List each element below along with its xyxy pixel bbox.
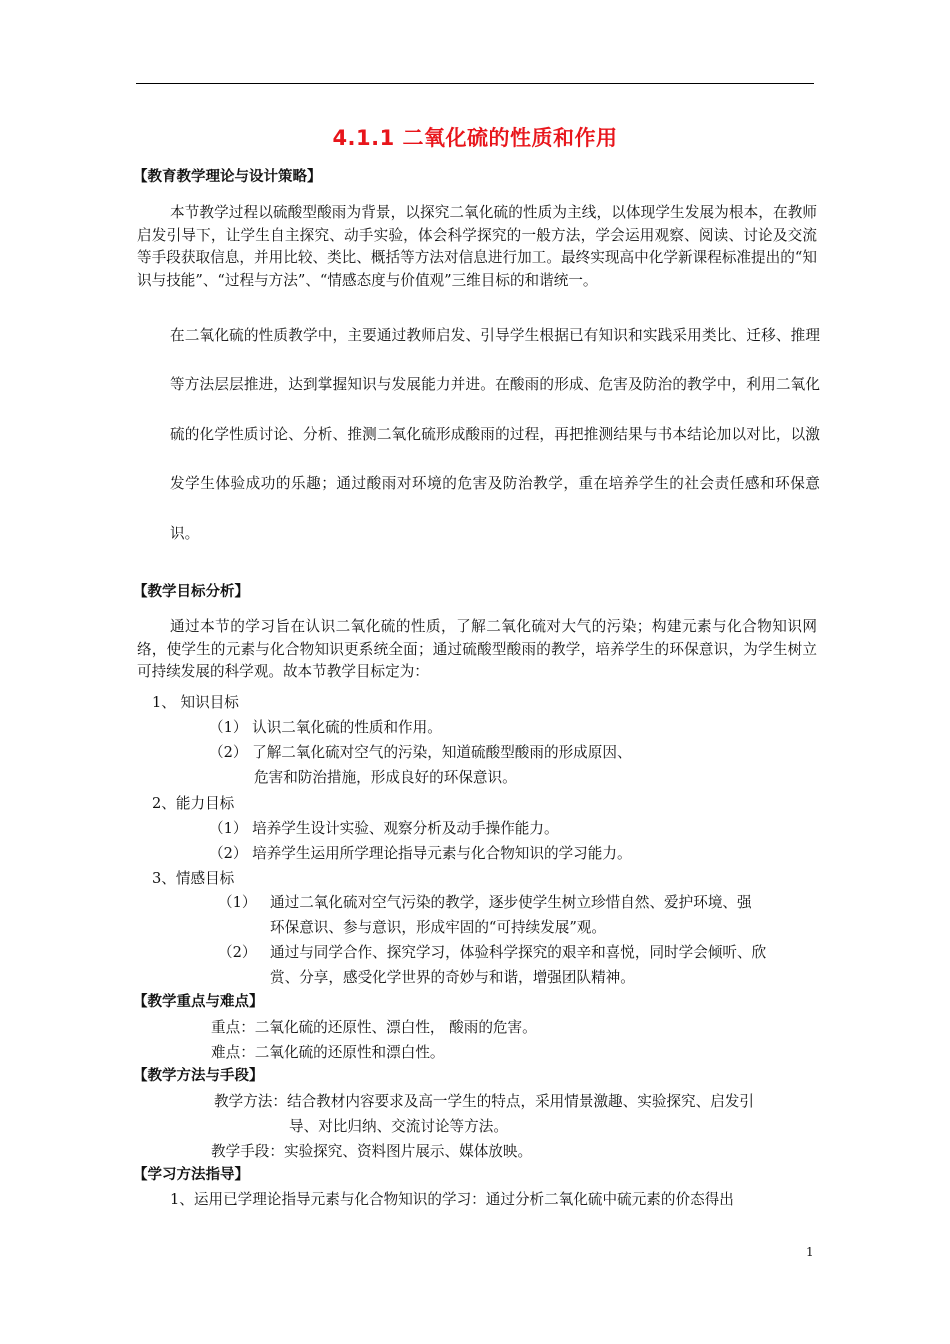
ability-goal-item-2: （2） 培养学生运用所学理论指导元素与化合物知识的学习能力。 (209, 845, 632, 862)
goals-paragraph: 通过本节的学习旨在认识二氧化硫的性质，了解二氧化硫对大气的污染；构建元素与化合物知识网络，使学生的元素与化合物知识更系统全面；通过硫酸型酸雨的教学，培养学生的环保意识，为学生树立可持续发展的科学观。故本节教学目标定为： (137, 618, 817, 680)
study-item-1: 1、运用已学理论指导元素与化合物知识的学习：通过分析二氧化硫中硫元素的价态得出 (170, 1191, 734, 1208)
strategy-paragraph-1: 本节教学过程以硫酸型酸雨为背景，以探究二氧化硫的性质为主线，以体现学生发展为根本，在教师启发引导下，让学生自主探究、动手实验，体会科学探究的一般方法，学会运用观察、阅读、讨论及交流等手段获取信息，并用比较、类比、概括等方法对信息进行加工。最终实现高中化学新课程标准提出的“知识与技能”、“过程与方法”、“情感态度与价值观”三维目标的和谐统一。 (137, 204, 817, 289)
header-rule (136, 83, 814, 84)
emotion-goal-title: 3、情感目标 (152, 870, 235, 887)
teaching-method-line: 教学方法：结合教材内容要求及高一学生的特点，采用情景激趣、实验探究、启发引 (214, 1093, 754, 1110)
key-difficulty-line: 难点：二氧化硫的还原性和漂白性。 (211, 1044, 445, 1061)
section-heading-study: 【学习方法指导】 (133, 1167, 249, 1183)
emotion-goal-item-1-cont: 环保意识、参与意识，形成牢固的“可持续发展”观。 (270, 919, 606, 936)
ability-goal-title: 2、能力目标 (152, 795, 235, 812)
emotion-goal-item-2: 通过与同学合作、探究学习，体验科学探究的艰辛和喜悦，同时学会倾听、欣 (270, 944, 767, 961)
knowledge-goal-item-2: （2） 了解二氧化硫对空气的污染，知道硫酸型酸雨的形成原因、 (209, 744, 632, 761)
knowledge-goal-item-2-cont: 危害和防治措施，形成良好的环保意识。 (254, 769, 517, 786)
section-heading-goals: 【教学目标分析】 (133, 584, 249, 600)
knowledge-goal-title: 1、 知识目标 (152, 694, 239, 711)
page-number: 1 (806, 1245, 814, 1259)
key-focus-line: 重点：二氧化硫的还原性、漂白性， 酸雨的危害。 (211, 1019, 537, 1036)
section-heading-key-points: 【教学重点与难点】 (133, 994, 264, 1010)
emotion-goal-item-2-number: （2） (218, 944, 257, 961)
knowledge-goal-item-1: （1） 认识二氧化硫的性质和作用。 (209, 719, 442, 736)
ability-goal-item-1: （1） 培养学生设计实验、观察分析及动手操作能力。 (209, 820, 559, 837)
page-title: 4.1.1 二氧化硫的性质和作用 (332, 126, 618, 150)
section-heading-methods: 【教学方法与手段】 (133, 1068, 264, 1084)
emotion-goal-item-1: 通过二氧化硫对空气污染的教学，逐步使学生树立珍惜自然、爱护环境、强 (270, 894, 752, 911)
teaching-means-line: 教学手段：实验探究、资料图片展示、媒体放映。 (211, 1143, 533, 1160)
emotion-goal-item-1-number: （1） (218, 894, 257, 911)
section-heading-strategy: 【教育教学理论与设计策略】 (133, 169, 322, 185)
emotion-goal-item-2-cont: 赏、分享，感受化学世界的奇妙与和谐，增强团队精神。 (270, 969, 635, 986)
teaching-method-line-cont: 导、对比归纳、交流讨论等方法。 (289, 1118, 508, 1135)
strategy-paragraph-2: 在二氧化硫的性质教学中，主要通过教师启发、引导学生根据已有知识和实践采用类比、迁移、推理等方法层层推进，达到掌握知识与发展能力并进。在酸雨的形成、危害及防治的教学中，利用二氧化硫的化学性质讨论、分析、推测二氧化硫形成酸雨的过程，再把推测结果与书本结论加以对比，以激发学生体验成功的乐趣；通过酸雨对环境的危害及防治教学，重在培养学生的社会责任感和环保意识。 (170, 327, 820, 542)
